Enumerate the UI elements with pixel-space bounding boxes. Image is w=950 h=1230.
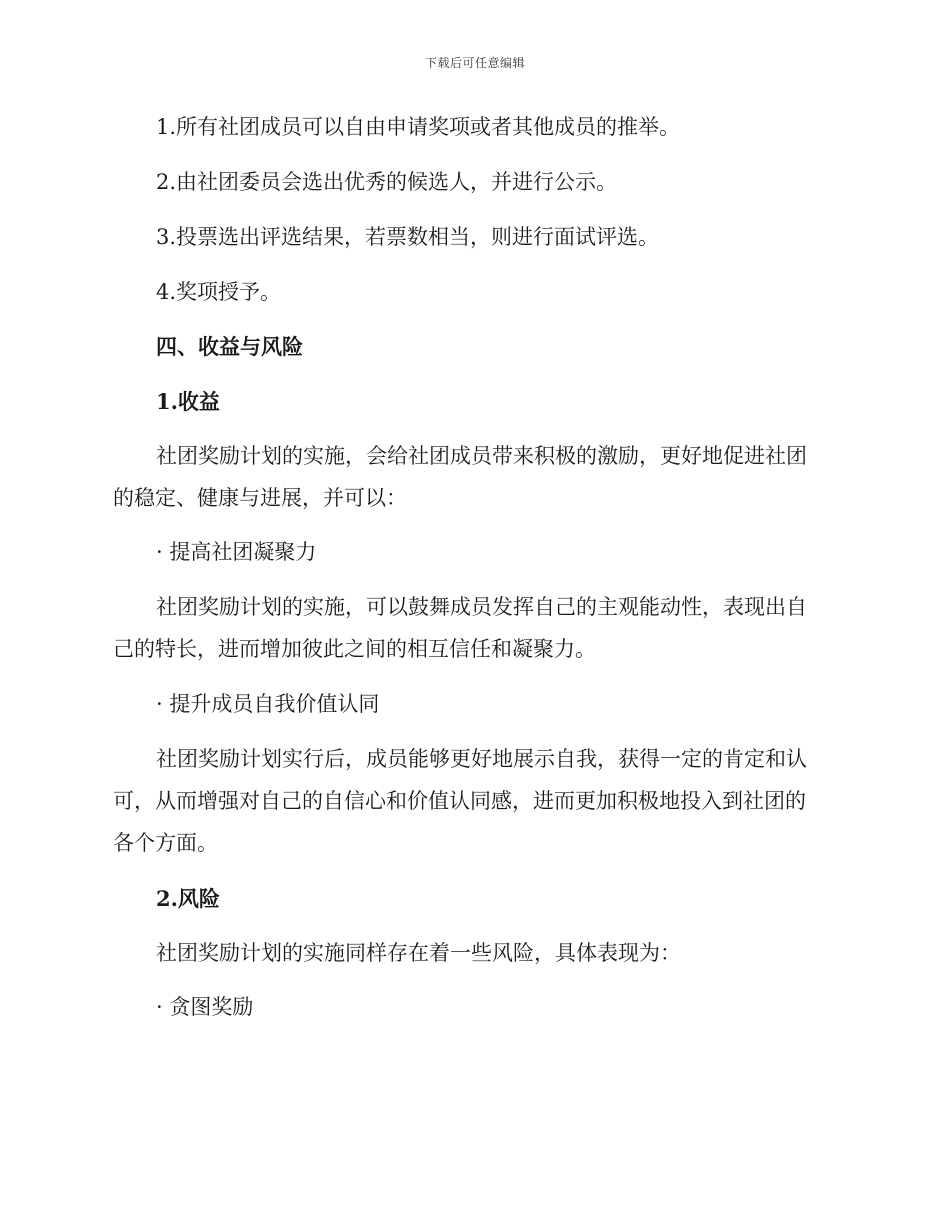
- step-1: 1.所有社团成员可以自由申请奖项或者其他成员的推举。: [156, 115, 681, 139]
- paragraph-line: 社团奖励计划的实施，会给社团成员带来积极的激励，更好地促进社团: [156, 444, 807, 468]
- paragraph-line: 各个方面。: [113, 831, 218, 855]
- page-header: 下载后可任意编辑: [424, 56, 525, 70]
- section-heading: 四、收益与风险: [156, 334, 303, 359]
- subheading-benefits: 1.收益: [156, 389, 220, 414]
- paragraph-line: 社团奖励计划的实施，可以鼓舞成员发挥自己的主观能动性，表现出自: [156, 595, 807, 619]
- step-3: 3.投票选出评选结果，若票数相当，则进行面试评选。: [156, 225, 660, 249]
- subheading-risks: 2.风险: [156, 886, 220, 911]
- paragraph-line: 社团奖励计划实行后，成员能够更好地展示自我，获得一定的肯定和认: [156, 747, 807, 771]
- paragraph-line: 社团奖励计划的实施同样存在着一些风险，具体表现为：: [156, 941, 681, 965]
- bullet-item: · 提高社团凝聚力: [156, 540, 317, 564]
- step-2: 2.由社团委员会选出优秀的候选人，并进行公示。: [156, 170, 618, 194]
- bullet-item: · 贪图奖励: [156, 995, 254, 1019]
- paragraph-line: 己的特长，进而增加彼此之间的相互信任和凝聚力。: [113, 637, 596, 661]
- step-4: 4.奖项授予。: [156, 280, 282, 304]
- paragraph-line: 的稳定、健康与进展，并可以：: [113, 486, 407, 510]
- bullet-item: · 提升成员自我价值认同: [156, 692, 380, 716]
- paragraph-line: 可，从而增强对自己的自信心和价值认同感，进而更加积极地投入到社团的: [113, 789, 806, 813]
